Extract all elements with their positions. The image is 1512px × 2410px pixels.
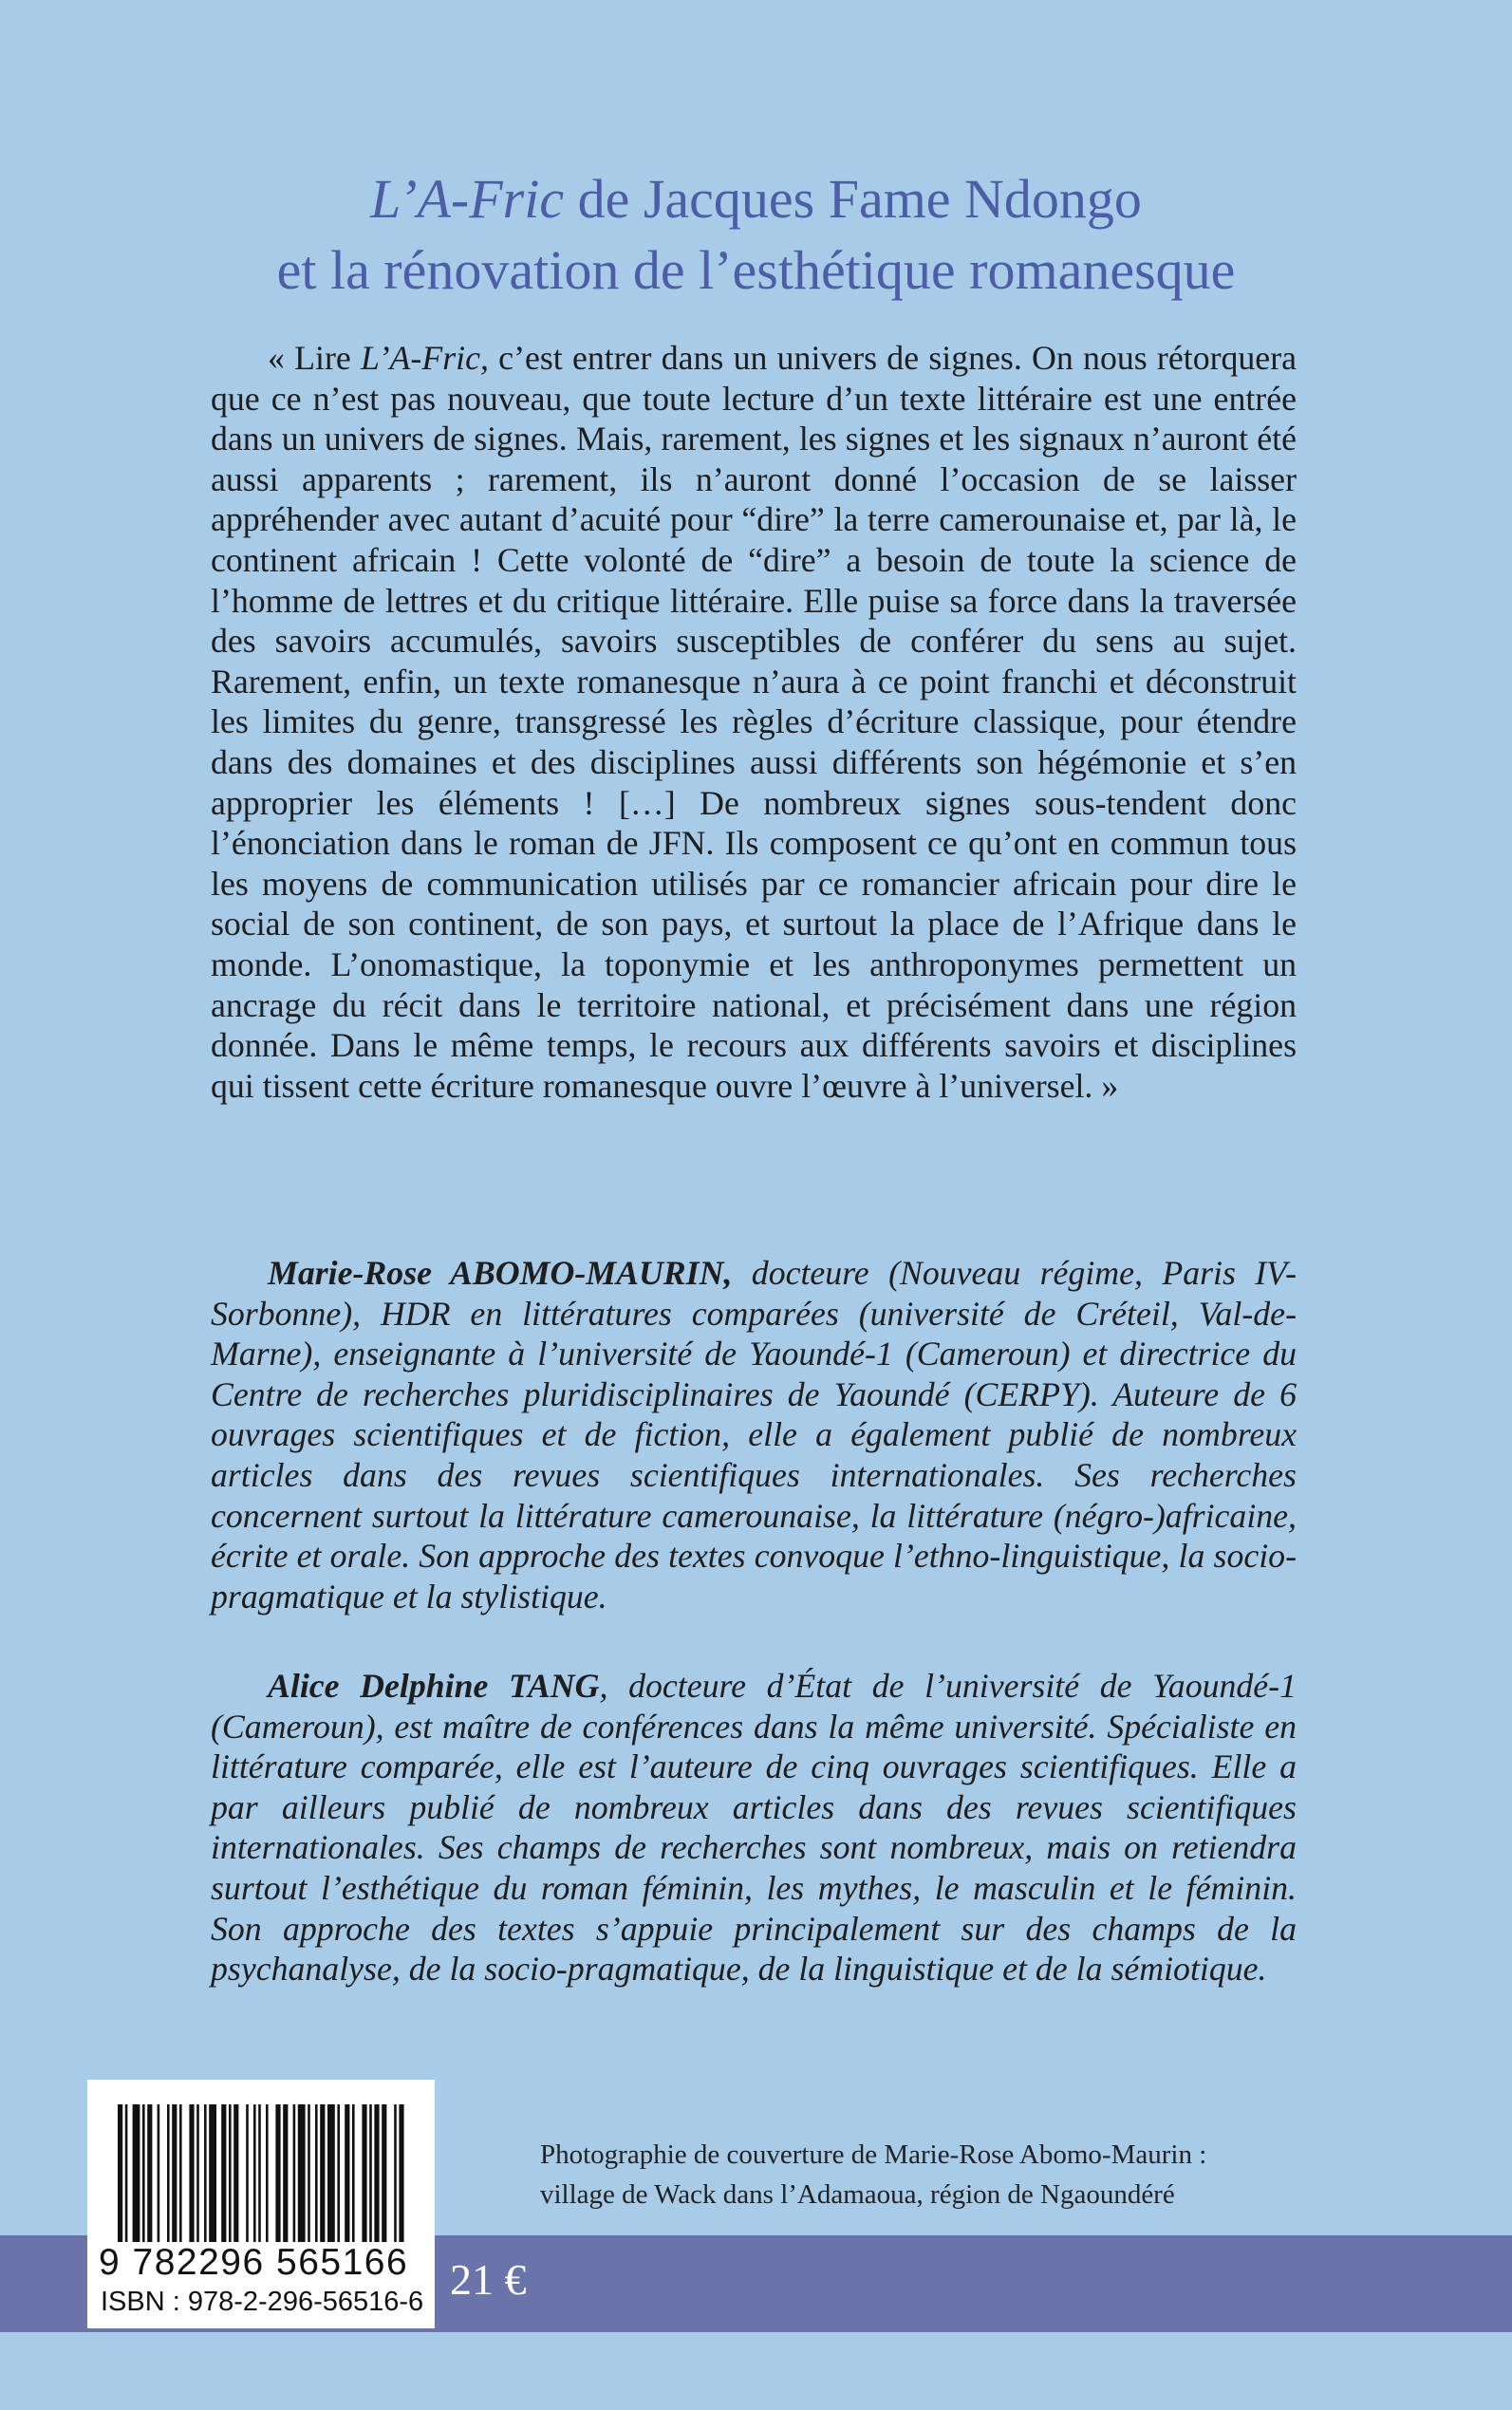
title-line1-rest: de Jacques Fame Ndongo [564,168,1142,230]
author-name-1: Marie-Rose ABOMO-MAURIN, [268,1254,733,1292]
author-bio-text-1: docteure (Nouveau régime, Paris IV-Sorbonne), HDR en littératures comparées (université de Créteil, Val-de-Marne), enseignante à l’université de Yaoundé-1 (Cameroun) et directrice du Centre de recherches pluridisciplinaires de Yaoundé (CERPY). Auteure de 6 ouvrages scientifiques et de fiction, elle a également publié de nombreux articles dans des revues scientifiques internationales. Ses recherches concernent surtout la littérature camerounaise, la littérature (négro-)africaine, écrite et orale. Son approche des textes convoque l’ethno-linguistique, la socio-pragmatique et la stylistique. [211,1254,1297,1616]
barcode-panel [87,2080,435,2328]
photo-credit [540,2135,1394,2214]
author-bio-1 [211,1253,1297,1616]
quote-open: « Lire [268,339,362,377]
isbn-number: ISBN : 978-2-296-56516-6 [101,2287,424,2317]
blurb-quote [211,338,1297,1106]
title-line2: et la rénovation de l’esthétique romanesque [276,239,1236,301]
author-name-2: Alice Delphine TANG [268,1667,600,1705]
quote-italic: L’A-Fric, [361,339,489,377]
photo-credit-line1: Photographie de couverture de Marie-Rose Abomo-Maurin : [540,2139,1207,2170]
author-bio-2 [211,1666,1297,1990]
photo-credit-line2: village de Wack dans l’Adamaoua, région de Ngaoundéré [540,2179,1175,2210]
author-bio-text-2: , docteure d’État de l’université de Yaoundé-1 (Cameroun), est maître de conférences dans la même université. Spécialiste en littérature comparée, elle est l’auteure de cinq ouvrages scientifiques. Elle a par ailleurs publié de nombreux articles dans des revues scientifiques internationales. Ses champs de recherches sont nombreux, mais on retiendra surtout l’esthétique du roman féminin, les mythes, le masculin et le féminin. Son approche des textes s’appuie principalement sur des champs de la psychanalyse, de la socio-pragmatique, de la linguistique et de la sémiotique. [211,1667,1297,1989]
barcode-digits: 9 782296 565166 [99,2242,409,2283]
quote-body: c’est entrer dans un univers de signes. On nous rétorquera que ce n’est pas nouveau, que toute lecture d’un texte littéraire est une entrée dans un univers de signes. Mais, rarement, les signes et les signaux n’auront été aussi apparents ; rarement, ils n’auront donné l’occasion de se laisser appréhender avec autant d’acuité pour “dire” la terre camerounaise et, par là, le continent africain ! Cette volonté de “dire” a besoin de toute la science de l’homme de lettres et du critique littéraire. Elle puise sa force dans la traversée des savoirs accumulés, savoirs susceptibles de conférer du sens au sujet. Rarement, enfin, un texte romanesque n’aura à ce point franchi et déconstruit les limites du genre, transgressé les règles d’écriture classique, pour étendre dans des domaines et des disciplines aussi différents son hégémonie et s’en approprier les éléments ! […] De nombreux signes sous-tendent donc l’énonciation dans le roman de JFN. Ils composent ce qu’ont en commun tous les moyens de communication utilisés par ce romancier africain pour dire le social de son continent, de son pays, et surtout la place de l’Afrique dans le monde. L’onomastique, la toponymie et les anthroponymes permettent un ancrage du récit dans le territoire national, et précisément dans une région donnée. Dans le même temps, le recours aux différents savoirs et disciplines qui tissent cette écriture romanesque ouvre l’œuvre à l’universel. » [211,339,1297,1105]
title-italic-part: L’A-Fric [370,168,565,230]
price: 21 € [450,2255,527,2304]
book-title [142,163,1370,306]
